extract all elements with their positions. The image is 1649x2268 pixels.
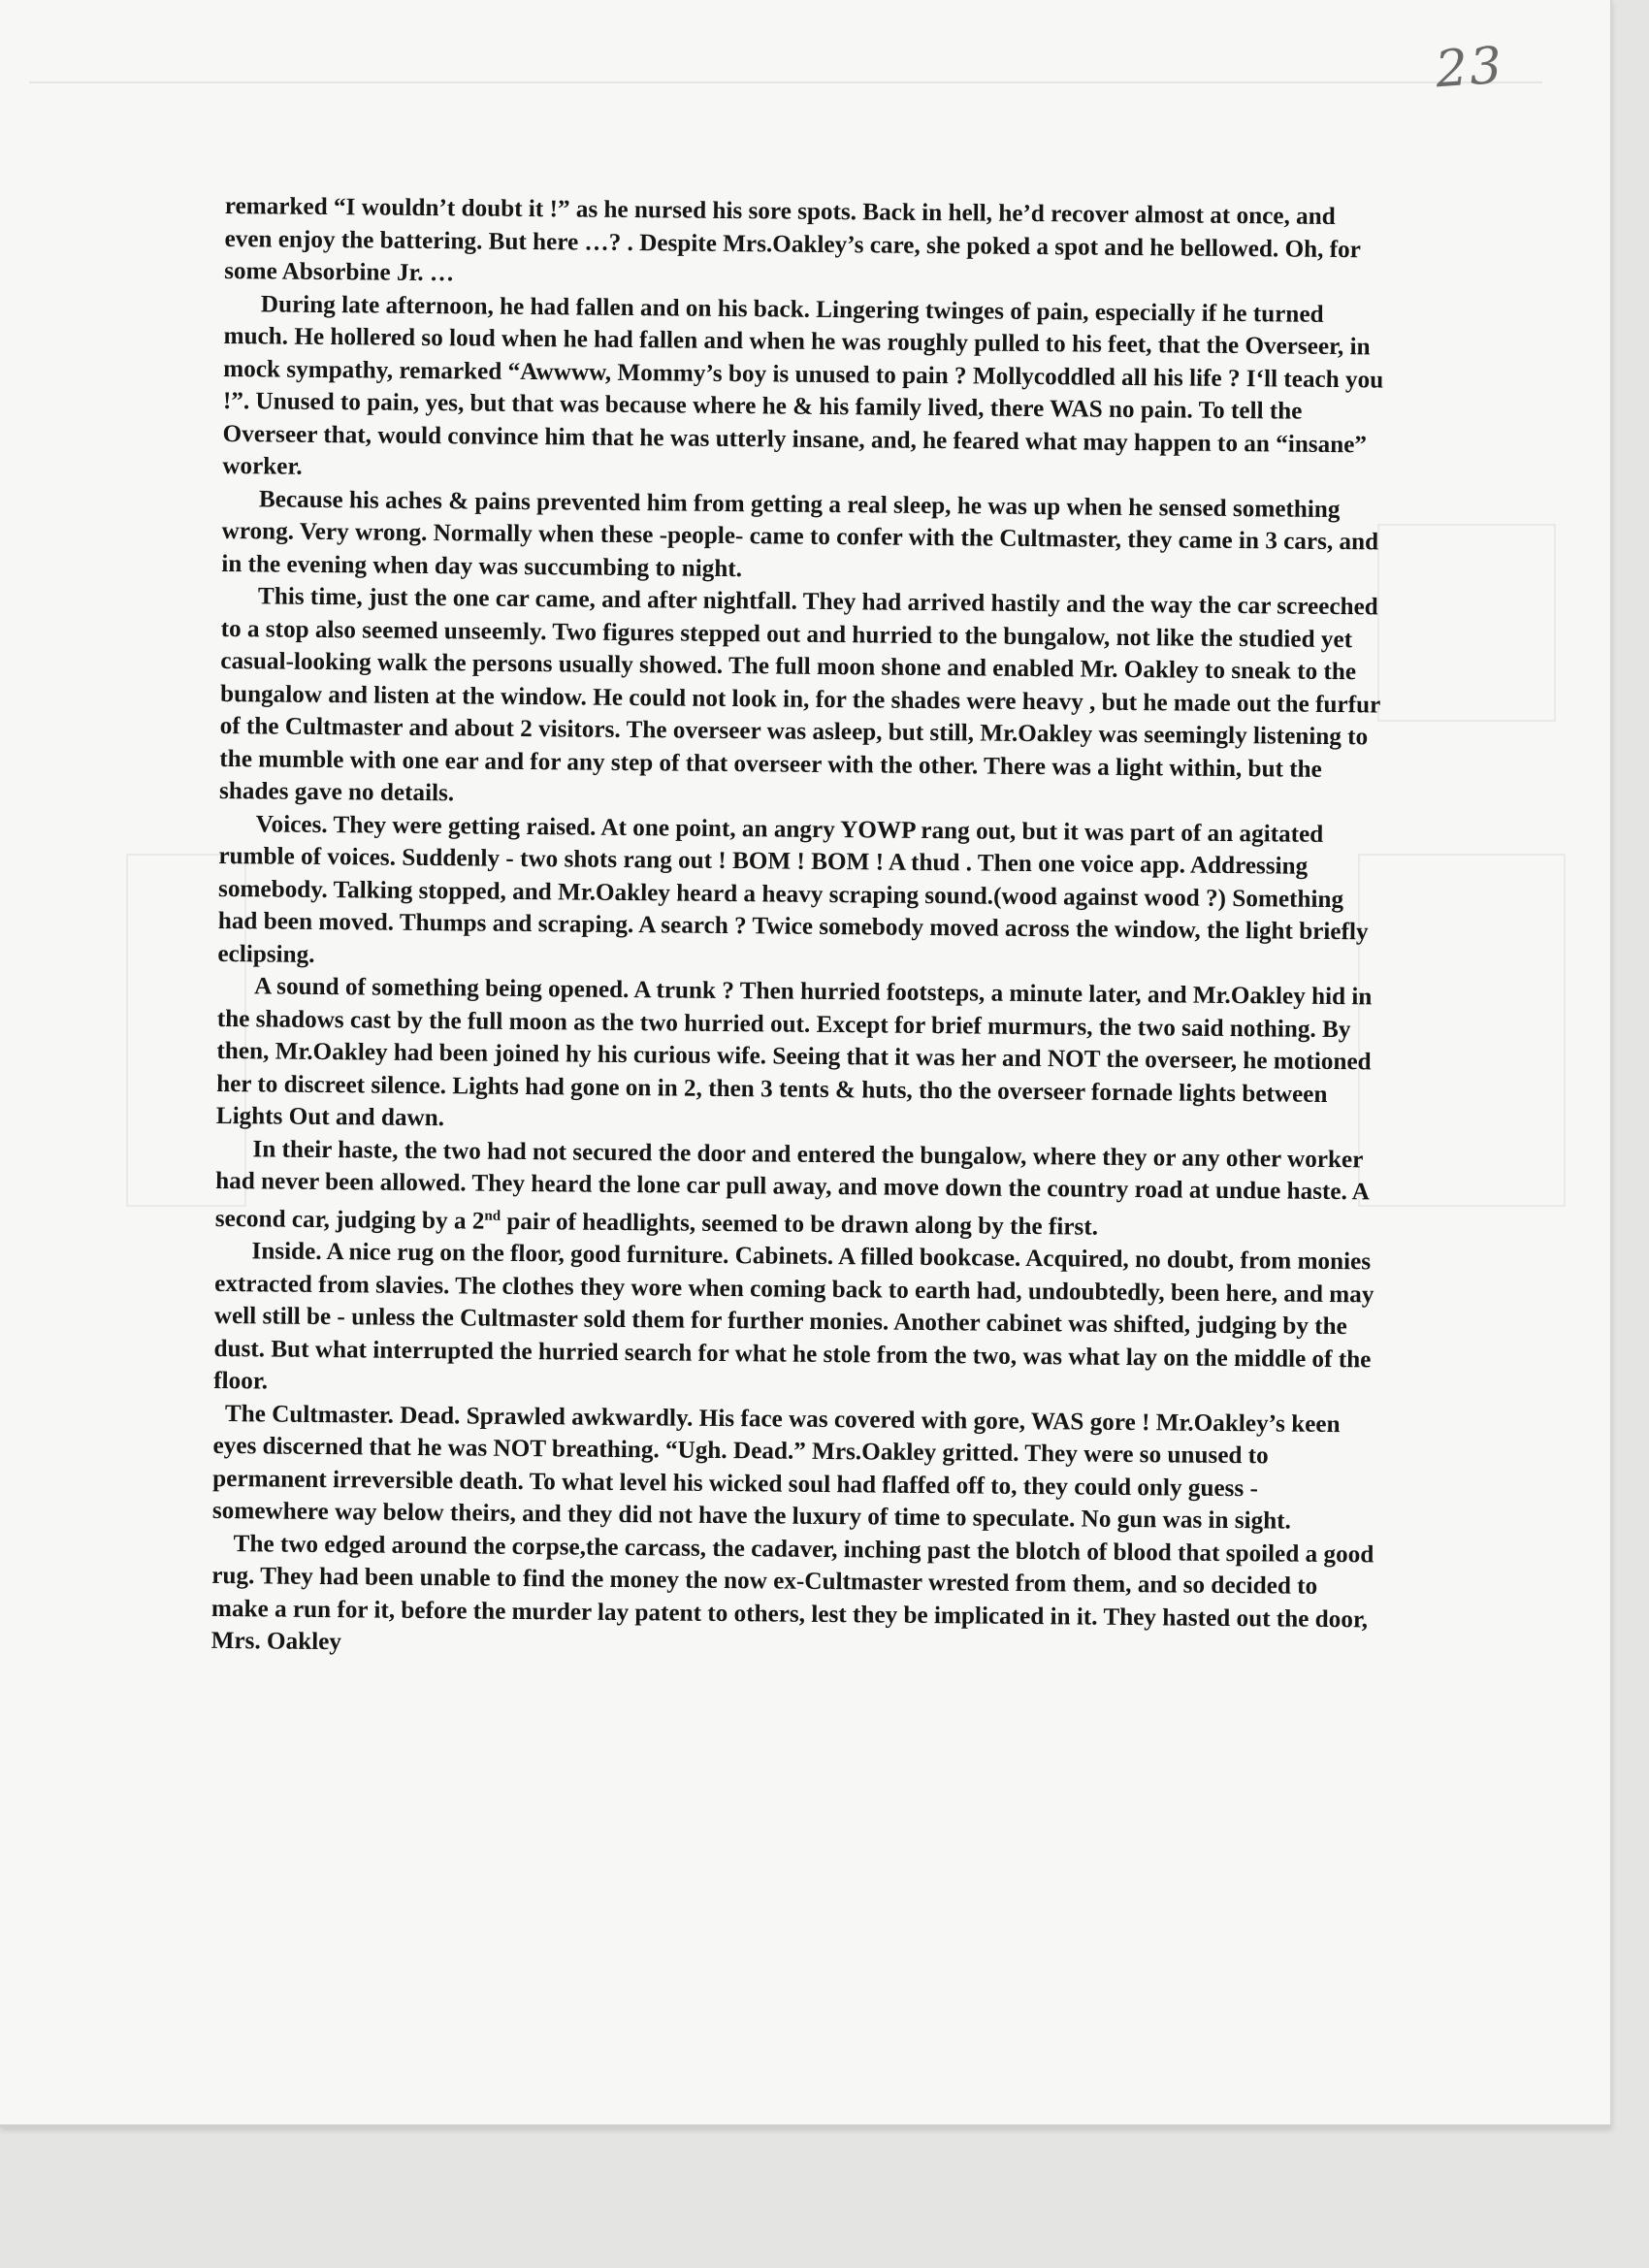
paragraph-text: In their haste, the two had not secured the door and entered the bungalow, where they or any other worker had never been allowed. They heard the lone car pull away, and move down the country road at undue haste. A second car, judging by a 2 bbox=[214, 1135, 1369, 1235]
paragraph: This time, just the one car came, and after nightfall. They had arrived hastily and the way the car screeched to a stop also seemed unseemly. Two figures stepped out and hurried to the bungalow, not like the studied yet casual-looking walk the persons usually showed. The full moon shone and enabled Mr. Oakley to sneak to the bungalow and listen at the window. He could not look in, for the shades were heavy , but he made out the furfur of the Cultmaster and about 2 visitors. The overseer was asleep, but still, Mr.Oakley was seemingly listening to the mumble with one ear and for any step of that overseer with the other. There was a light within, but the shades gave no details. bbox=[218, 583, 1380, 807]
paragraph: Voices. They were getting raised. At one point, an angry YOWP rang out, but it was part of an agitated rumble of voices. Suddenly - two shots rang out ! BOM ! BOM ! A thud . Then one voice app. Addressing somebody. Talking stopped, and Mr.Oakley heard a heavy scraping sound.(wood against wood ?) Something had been moved. Thumps and scraping. A search ? Twice somebody moved across the window, the light briefly eclipsing. bbox=[217, 810, 1369, 968]
paragraph: A sound of something being opened. A trunk ? Then hurried footsteps, a minute later, and Mr.Oakley hid in the shadows cast by the full moon as the two hurried out. Except for brief murmurs, the two said nothing. By then, Mr.Oakley had been joined hy his curious wife. Seeing that it was her and NOT the overseer, he motioned her to discreet silence. Lights had gone on in 2, then 3 tents & huts, tho the overseer fornade lights between Lights Out and dawn. bbox=[215, 973, 1373, 1132]
paragraph: The two edged around the corpse,the carcass, the cadaver, inching past the blotch of blood that spoiled a good rug. They had been unable to find the money the now ex-Cultmaster wrested from them, and so decided to make a run for it, before the murder lay patent to others, lest they be implicated in it. They hasted out the door, Mrs. Oakley bbox=[210, 1530, 1374, 1656]
bleed-through-box bbox=[1358, 854, 1566, 1207]
paragraph: During late afternoon, he had fallen and on his back. Lingering twinges of pain, especially if he turned much. He hollered so loud when he had fallen and when he was roughly pulled to his feet, that the Overseer, in mock sympathy, remarked “Awwww, Mommy’s boy is unused to pain ? Mollycoddled all his life ? I‘ll teach you !”. Unused to pain, yes, but that was because where he & his family lived, there WAS no pain. To tell the Overseer that, would convince him that he was utterly insane, and, he feared what may happen to an “insane” worker. bbox=[222, 290, 1384, 480]
superscript: nd bbox=[484, 1208, 501, 1224]
page-number: 23 bbox=[1433, 36, 1506, 100]
paragraph bbox=[215, 1132, 1380, 1246]
paragraph: Because his aches & pains prevented him from getting a real sleep, he was up when he sensed something wrong. Very wrong. Normally when these -people- came to confer with the Cultmaster, they came in 3 cars, and in the evening when day was succumbing to night. bbox=[221, 485, 1379, 582]
paragraph: The Cultmaster. Dead. Sprawled awkwardly. His face was covered with gore, WAS gore ! Mr.Oakley’s keen eyes discerned that he was NOT breathing. “Ugh. Dead.” Mrs.Oakley gritted. They were so unused to permanent irreversible death. To what level his wicked soul had flaffed off to, they could only guess - somewhere way below theirs, and they did not have the luxury of time to speculate. No gun was in sight. bbox=[211, 1400, 1341, 1535]
paragraph: remarked “I wouldn’t doubt it !” as he nursed his sore spots. Back in hell, he’d recover almost at once, and even enjoy the battering. But here …? . Despite Mrs.Oakley’s care, she poked a spot and he bellowed. Oh, for some Absorbine Jr. … bbox=[224, 192, 1361, 287]
page-body-text bbox=[210, 190, 1388, 1669]
bleed-through-header bbox=[29, 58, 1542, 83]
paragraph: Inside. A nice rug on the floor, good furniture. Cabinets. A filled bookcase. Acquired, no doubt, from monies extracted from slavies. The clothes they wore when coming back to earth had, undoubtedly, been here, and may well still be - unless the Cultmaster sold them for further monies. Another cabinet was shifted, judging by the dust. But what interrupted the hurried search for what he stole from the two, was what lay on the middle of the floor. bbox=[213, 1238, 1374, 1395]
bleed-through-box bbox=[1377, 524, 1556, 722]
paragraph-text: pair of headlights, seemed to be drawn along by the first. bbox=[500, 1208, 1099, 1241]
